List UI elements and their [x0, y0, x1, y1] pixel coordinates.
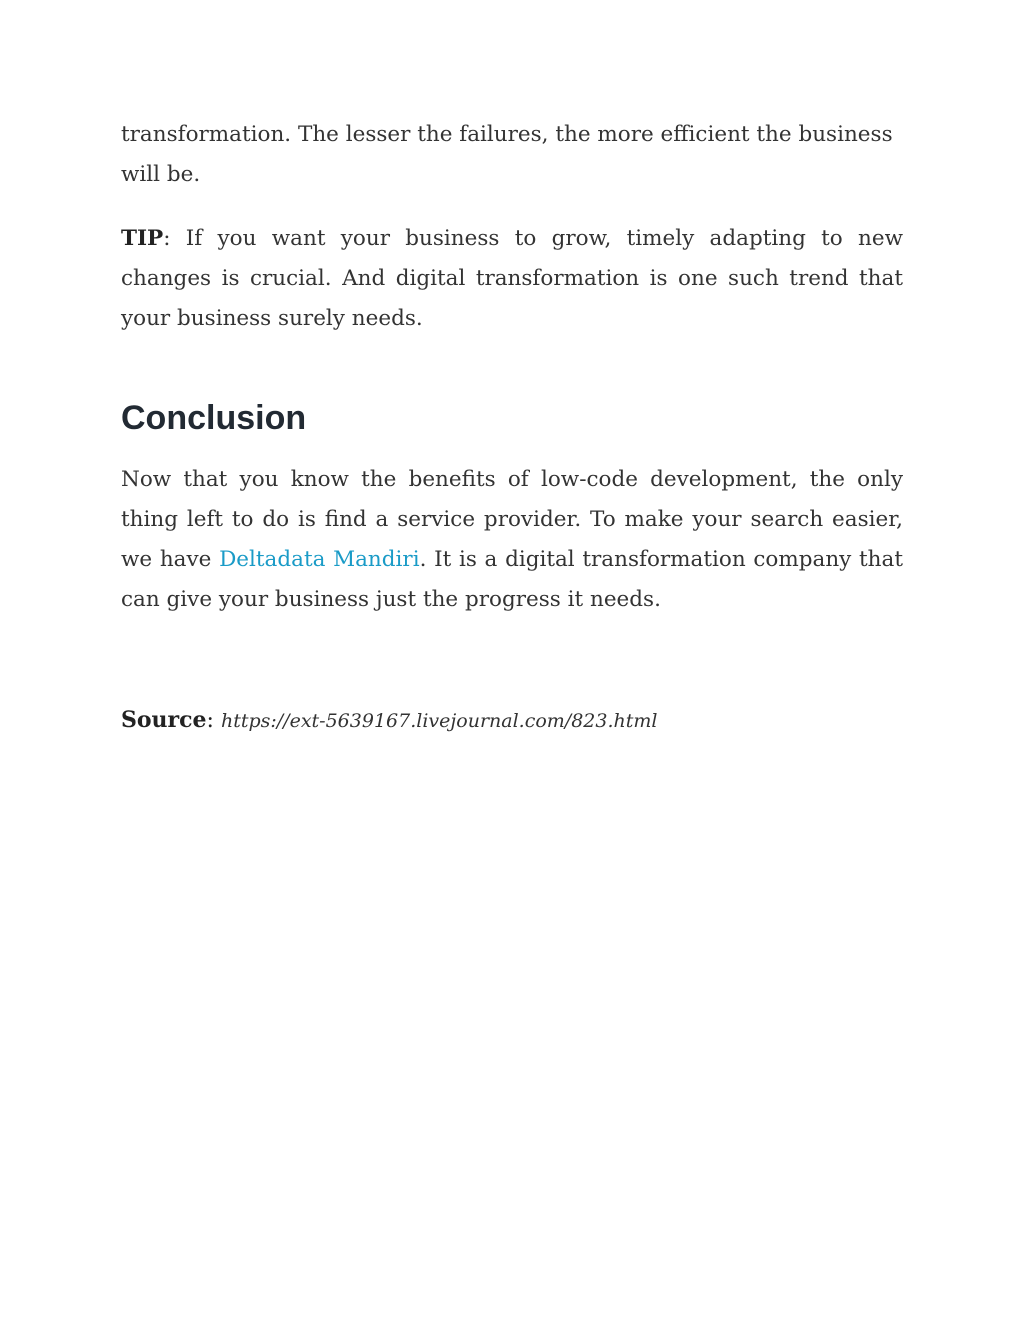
- tip-label: TIP: [121, 226, 164, 251]
- source-url: https://ext-5639167.livejournal.com/823.html: [220, 710, 658, 732]
- source-line: [121, 700, 903, 741]
- source-label: Source: [121, 707, 207, 733]
- tip-paragraph: [121, 219, 903, 339]
- conclusion-text-after-link: . It is a digital transformation company that can give your business just the progress it needs.: [121, 547, 903, 612]
- conclusion-heading: Conclusion: [121, 399, 307, 437]
- conclusion-paragraph: [121, 460, 903, 620]
- deltadata-mandiri-link[interactable]: Deltadata Mandiri: [219, 547, 420, 572]
- tip-text: If you want your business to grow, timely adapting to new changes is crucial. And digital transformation is one such trend that your business surely needs.: [121, 226, 903, 331]
- document-page: [121, 115, 903, 741]
- tip-separator: :: [163, 226, 171, 251]
- conclusion-text-before-link: Now that you know the benefits of low-code development, the only thing left to do is find a service provider. To make your search easier, we have: [121, 467, 903, 572]
- intro-paragraph: transformation. The lesser the failures, the more efficient the business will be.: [121, 122, 893, 187]
- source-separator: :: [206, 708, 221, 733]
